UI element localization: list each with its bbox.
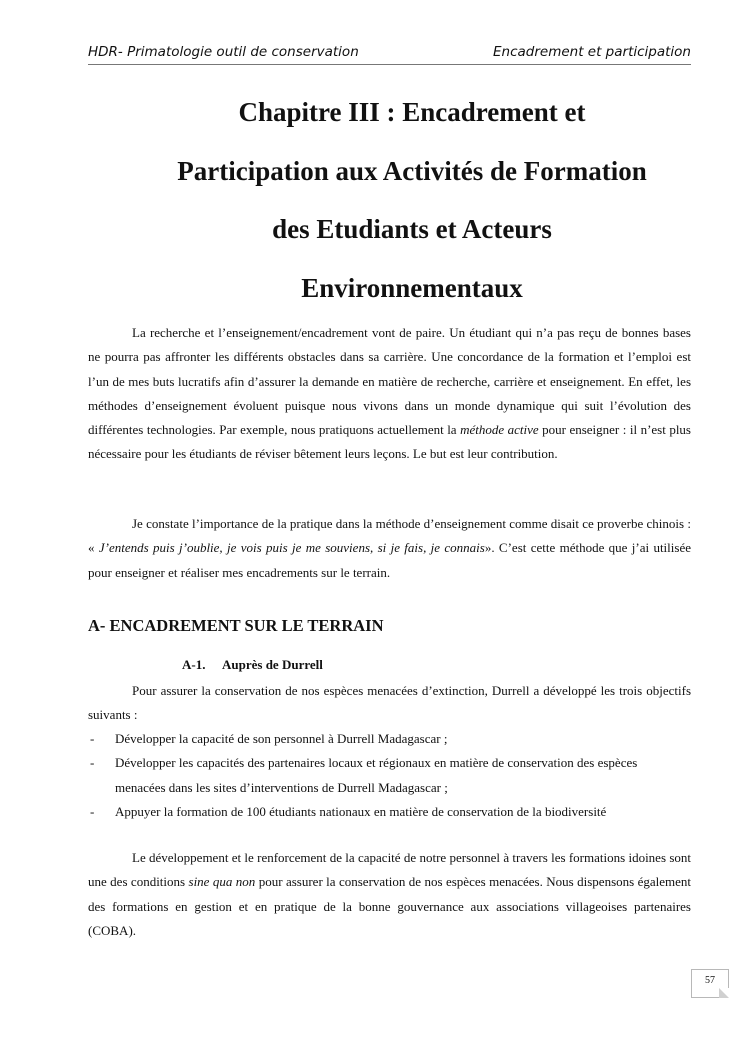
paragraph-capacity (88, 846, 691, 943)
subsection-title: Auprès de Durrell (222, 657, 323, 672)
paragraph-objectives (88, 679, 691, 728)
chapter-title-line-3: des Etudiants et Acteurs (272, 214, 552, 244)
subsection-number: A-1. (182, 657, 206, 672)
list-item (88, 727, 691, 751)
paragraph-intro-text-b: pour enseigner : il n’est plus nécessaire pour les étudiants de réviser bêtement leurs leçons. Le but est leur contribution. (88, 422, 691, 462)
objectives-list (88, 727, 691, 824)
paragraph-capacity-emphasis: sine qua non (188, 874, 256, 890)
list-bullet: - (90, 803, 95, 819)
paragraph-intro (88, 321, 691, 467)
page-number: 57 (705, 975, 715, 986)
page-number-box (691, 969, 729, 998)
chapter-title-line-4: Environnementaux (301, 272, 523, 303)
list-item-text: Développer la capacité de son personnel à Durrell Madagascar ; (115, 731, 448, 746)
paragraph-intro-text-a: La recherche et l’enseignement/encadrement vont de paire. Un étudiant qui n’a pas reçu de bonnes bases ne pourra pas affronter les différents obstacles dans sa carrière. Une concordance de la formation et l’emploi est l’un de mes buts lucratifs afin d’assurer la demande en matière de recherche, carrière et enseignement. En effet, les méthodes d’enseignement évoluent puisque nous vivons dans un monde dynamique qui suit l’évolution des différentes technologies. Par exemple, nous pratiquons actuellement la (88, 325, 691, 438)
page-curl-icon (719, 988, 729, 998)
paragraph-objectives-text: Pour assurer la conservation de nos espèces menacées d’extinction, Durrell a développé les trois objectifs suivants : (88, 683, 691, 723)
chapter-title-line-2: Participation aux Activités de Formation (177, 155, 647, 186)
section-heading: A- ENCADREMENT SUR LE TERRAIN (88, 616, 384, 635)
paragraph-proverb-quote: J’entends puis j’oublie, je vois puis je me souviens, si je fais, je connais (98, 540, 485, 556)
subsection-heading (182, 657, 323, 673)
list-item-text: Appuyer la formation de 100 étudiants nationaux en matière de conservation de la biodiversité (115, 803, 607, 819)
paragraph-proverb (88, 512, 691, 585)
header-right-title: Encadrement et participation (492, 44, 691, 60)
list-item-text: Développer les capacités des partenaires locaux et régionaux en matière de conservation des espèces menacées dans les sites d’interventions de Durrell Madagascar ; (115, 755, 638, 795)
paragraph-proverb-text-b: ». C’est cette méthode que j’ai utilisée pour enseigner et réaliser mes encadrements sur le terrain. (88, 540, 691, 580)
page-header (88, 42, 691, 65)
list-bullet: - (90, 731, 95, 746)
chapter-title-line-1: Chapitre III : Encadrement et (238, 97, 586, 127)
list-bullet: - (90, 755, 95, 771)
paragraph-capacity-text-a: Le développement et le renforcement de la capacité de notre personnel à travers les formations idoines sont une des conditions (88, 850, 691, 890)
chapter-title (130, 83, 694, 317)
paragraph-proverb-text-a: Je constate l’importance de la pratique dans la méthode d’enseignement comme disait ce proverbe chinois : « (88, 516, 691, 556)
paragraph-capacity-text-b: pour assurer la conservation de nos espèces menacées. Nous dispensons également des formations en gestion et en pratique de la bonne gouvernance aux associations villageoises partenaires (COBA). (88, 874, 692, 938)
paragraph-intro-emphasis: méthode active (460, 422, 539, 438)
list-item (88, 751, 691, 800)
header-left-title: HDR- Primatologie outil de conservation (88, 44, 359, 60)
list-item (88, 800, 691, 824)
